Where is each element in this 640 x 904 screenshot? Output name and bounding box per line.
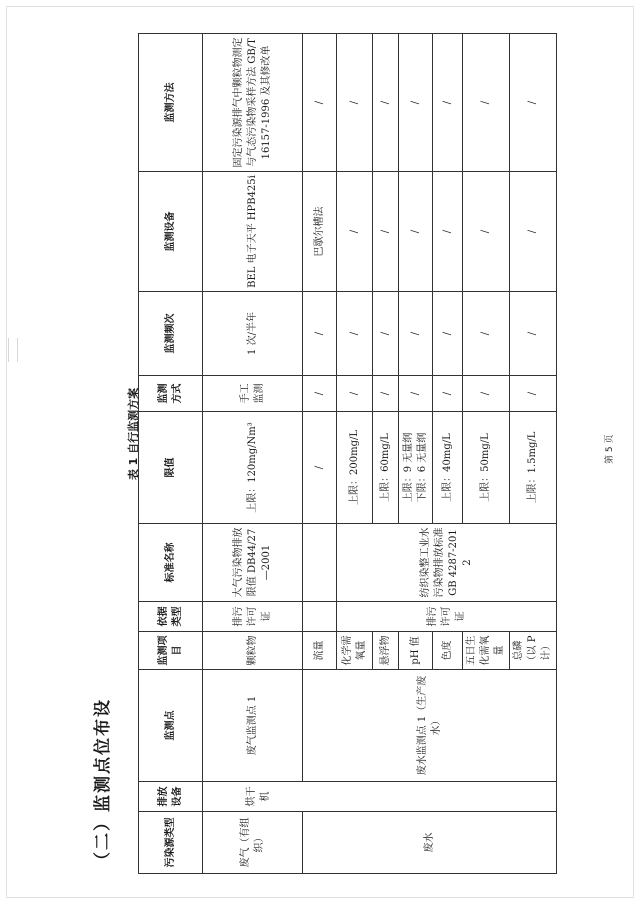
mode-cell: / <box>373 376 399 412</box>
method-cell: / <box>433 34 463 172</box>
col-header: 监测方法 <box>139 34 203 172</box>
point-cell: 废气监测点 1 <box>203 670 303 782</box>
method-cell: 固定污染源排气中颗粒物测定与气态污染物采样方法 GB/T 16157-1996 及其修改单 <box>203 34 303 172</box>
limit-cell: 上限：50mg/L <box>463 412 510 524</box>
item-cell: 色度 <box>433 632 463 670</box>
header-row <box>139 34 203 874</box>
col-header: 监测项目 <box>139 632 203 670</box>
basis-cell: 排污许可证 <box>203 602 303 632</box>
limit-upper: 上限：9 无量纲 <box>402 432 414 503</box>
limit-cell: 上限：1.5mg/L <box>510 412 557 524</box>
col-header: 监测方式 <box>139 376 203 412</box>
method-cell: / <box>510 34 557 172</box>
mode-cell: / <box>463 376 510 412</box>
source-type-cell: 废水 <box>303 812 557 874</box>
frequency-cell: / <box>510 292 557 376</box>
table-row <box>203 34 303 874</box>
col-header: 排放设备 <box>139 782 203 812</box>
basis-cell <box>303 602 337 632</box>
source-type-cell: 废气（有组织） <box>203 812 303 874</box>
col-header: 标准名称 <box>139 524 203 602</box>
table-caption: 表 1 自行监测方案 <box>127 387 140 481</box>
item-cell: 五日生化需氧量 <box>463 632 510 670</box>
equipment-model-cell: BEL 电子天平 HPB425i <box>203 172 303 292</box>
limit-cell: 上限：120mg/Nm³ <box>203 412 303 524</box>
mode-cell: / <box>433 376 463 412</box>
equipment-model-cell: / <box>373 172 399 292</box>
frequency-cell: / <box>373 292 399 376</box>
limit-cell: 上限：200mg/L <box>337 412 373 524</box>
col-header: 监测频次 <box>139 292 203 376</box>
item-cell: 流量 <box>303 632 337 670</box>
method-cell: / <box>463 34 510 172</box>
equipment-model-cell: / <box>433 172 463 292</box>
limit-cell <box>399 412 433 524</box>
item-cell: 悬浮物 <box>373 632 399 670</box>
method-cell: / <box>337 34 373 172</box>
col-header: 限值 <box>139 412 203 524</box>
limit-cell: 上限：40mg/L <box>433 412 463 524</box>
mode-cell: / <box>399 376 433 412</box>
frequency-cell: / <box>303 292 337 376</box>
basis-cell: 排污许可证 <box>337 602 557 632</box>
mode-cell: / <box>510 376 557 412</box>
mode-cell: 手工监测 <box>203 376 303 412</box>
equipment-model-cell: / <box>463 172 510 292</box>
section-heading: （二）监测点位布设 <box>93 698 113 869</box>
item-cell: 颗粒物 <box>203 632 303 670</box>
equipment-cell: 烘干机 <box>203 782 557 812</box>
mode-cell: / <box>303 376 337 412</box>
standard-cell <box>303 524 337 602</box>
frequency-cell: / <box>433 292 463 376</box>
method-cell: / <box>303 34 337 172</box>
col-header: 依据类型 <box>139 602 203 632</box>
equipment-model-cell: / <box>510 172 557 292</box>
item-cell: 总磷（以 P 计） <box>510 632 557 670</box>
col-header: 监测设备 <box>139 172 203 292</box>
standard-cell: 纺织染整工业水污染物排放标准 GB 4287-2012 <box>337 524 557 602</box>
monitoring-plan-table <box>138 33 557 874</box>
method-cell: / <box>399 34 433 172</box>
frequency-cell: 1 次/半年 <box>203 292 303 376</box>
equipment-model-cell: 巴歇尔槽法 <box>303 172 337 292</box>
equipment-model-cell: / <box>399 172 433 292</box>
col-header: 监测点 <box>139 670 203 782</box>
limit-lower: 下限：6 无量纲 <box>416 432 428 503</box>
frequency-cell: / <box>337 292 373 376</box>
equipment-model-cell: / <box>337 172 373 292</box>
item-cell: pH 值 <box>399 632 433 670</box>
item-cell: 化学需氧量 <box>337 632 373 670</box>
mode-cell: / <box>337 376 373 412</box>
table-row <box>303 34 337 874</box>
frequency-cell: / <box>463 292 510 376</box>
frequency-cell: / <box>399 292 433 376</box>
method-cell: / <box>373 34 399 172</box>
point-cell: 废水监测点 1（生产废水） <box>303 670 557 782</box>
page-number: 第 5 页 <box>605 434 615 464</box>
limit-cell: 上限：60mg/L <box>373 412 399 524</box>
limit-cell: / <box>303 412 337 524</box>
col-header: 污染源类型 <box>139 812 203 874</box>
standard-cell: 大气污染物排放限值 DB44/27—2001 <box>203 524 303 602</box>
